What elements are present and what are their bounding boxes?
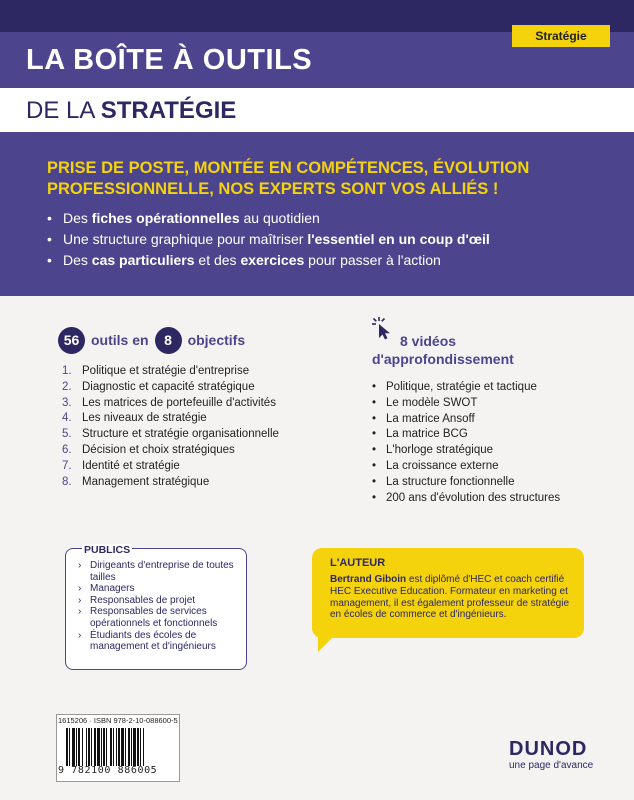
tool-number: 1.: [62, 365, 72, 377]
promo-text: Des: [63, 252, 92, 268]
title-line2: [26, 97, 236, 125]
tool-item: [62, 364, 322, 380]
video-item: • Politique, stratégie et tactique: [372, 380, 612, 396]
promo-bold: l'essentiel en un coup d'œil: [307, 231, 490, 247]
publics-list: [78, 560, 248, 653]
author-name: Bertrand Giboin: [330, 574, 407, 585]
tools-count: 56: [58, 327, 85, 354]
tool-item: [62, 475, 322, 491]
tools-list: [62, 364, 322, 490]
tool-number: 5.: [62, 428, 72, 441]
promo-wave: [0, 275, 634, 315]
tool-number: 3.: [62, 396, 72, 409]
promo-text: au quotidien: [239, 210, 320, 226]
barcode-digits: 9 782100 886005: [58, 765, 158, 776]
video-item: • La matrice BCG: [372, 427, 612, 443]
title-line2-prefix: DE LA: [26, 97, 95, 124]
barcode-graphic: [66, 728, 172, 766]
tool-number: 6.: [62, 443, 72, 456]
promo-text: Une structure graphique pour maîtriser: [63, 231, 308, 247]
promo-list: [47, 208, 607, 271]
objectives-count: 8: [155, 327, 182, 354]
tool-label: Identité et stratégie: [82, 459, 180, 472]
video-item: • Le modèle SWOT: [372, 396, 612, 412]
tool-number: 2.: [62, 380, 72, 393]
tool-item: [62, 443, 322, 459]
publics-title: PUBLICS: [84, 544, 131, 556]
promo-bold: exercices: [240, 252, 305, 268]
tool-label: Les matrices de portefeuille d'activités: [82, 396, 276, 409]
promo-item: [47, 229, 607, 250]
tool-label: Diagnostic et capacité stratégique: [82, 380, 255, 393]
videos-title: [372, 332, 514, 368]
video-item: • La structure fonctionnelle: [372, 475, 612, 491]
tool-label: Politique et stratégie d'entreprise: [82, 365, 250, 377]
videos-title-line1: 8 vidéos: [400, 333, 457, 349]
title-line2-bold: STRATÉGIE: [100, 97, 237, 124]
public-item: › Dirigeants d'entreprise de toutes tailles: [78, 560, 248, 583]
videos-list: [372, 380, 612, 506]
video-item: • La croissance externe: [372, 459, 612, 475]
publisher-logo: DUNOD: [509, 738, 588, 760]
promo-bold: fiches opérationnelles: [91, 210, 240, 226]
promo-item: [47, 250, 607, 271]
tool-item: [62, 459, 322, 475]
promo-text: et des: [194, 252, 241, 268]
tool-label: Décision et choix stratégiques: [82, 443, 235, 456]
promo-item: [47, 208, 607, 229]
tools-count-row: [58, 327, 251, 353]
tool-number: 8.: [62, 475, 72, 488]
promo-heading: PRISE DE POSTE, MONTÉE EN COMPÉTENCES, ÉVOLUTION PROFESSIONNELLE, NOS EXPERTS SONT VOS ALLIÉS !: [47, 159, 530, 198]
author-title: L'AUTEUR: [330, 557, 386, 569]
objectives-label: objectifs: [187, 332, 246, 348]
promo-bold: cas particuliers: [91, 252, 195, 268]
tool-number: 7.: [62, 459, 72, 472]
tool-label: Structure et stratégie organisationnelle: [82, 428, 279, 441]
promo-text: Des: [63, 210, 92, 226]
public-item: › Managers: [78, 583, 248, 595]
tool-item: [62, 380, 322, 396]
promo-text: pour passer à l'action: [304, 252, 441, 268]
title-line1: LA BOÎTE À OUTILS: [26, 44, 313, 76]
video-item: • L'horloge stratégique: [372, 443, 612, 459]
tool-item: [62, 427, 322, 443]
category-tag: Stratégie: [512, 25, 610, 47]
author-bio-text: est diplômé d'HEC et coach certifié HEC Executive Education. Formateur en marketing et management, il est également professeur de stratégie en écoles de commerce et d'ingénieurs.: [330, 574, 570, 621]
videos-title-line2: d'approfondissement: [372, 351, 514, 367]
video-item: • 200 ans d'évolution des structures: [372, 491, 612, 507]
public-item: › Étudiants des écoles de management et d'ingénieurs: [78, 630, 248, 653]
tool-label: Les niveaux de stratégie: [82, 412, 207, 425]
tool-number: 4.: [62, 412, 72, 425]
isbn-text: 1615206 · ISBN 978-2-10-088600-5: [58, 716, 178, 725]
tool-item: [62, 396, 322, 412]
tools-count-label: outils en: [91, 332, 149, 348]
publisher-tagline: une page d'avance: [509, 760, 594, 771]
video-item: • La matrice Ansoff: [372, 412, 612, 428]
author-bio: [330, 574, 578, 621]
tool-label: Management stratégique: [82, 475, 210, 488]
author-bubble-tail: [318, 630, 340, 652]
public-item: › Responsables de services opérationnels et fonctionnels: [78, 606, 248, 629]
tool-item: [62, 411, 322, 427]
public-item: › Responsables de projet: [78, 595, 248, 607]
